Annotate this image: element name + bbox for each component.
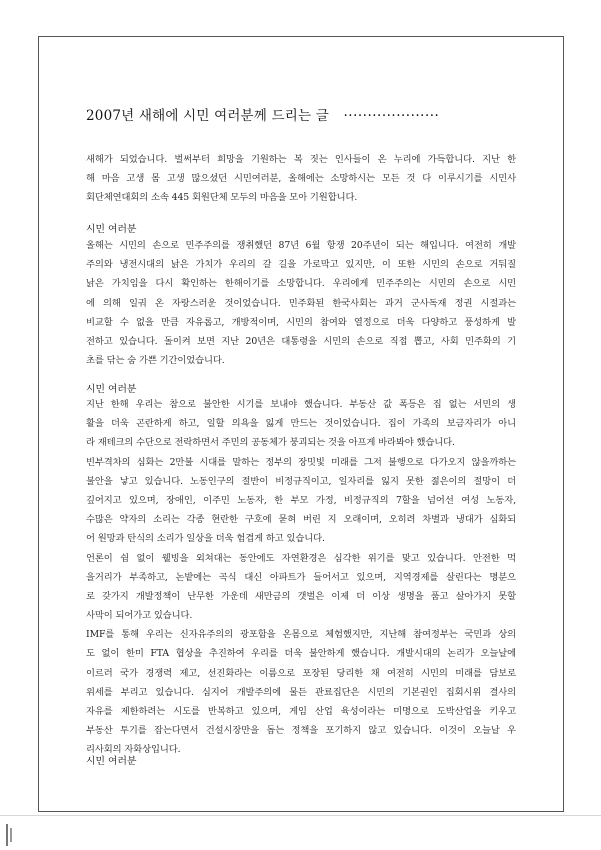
page-bottom-edge [0, 815, 601, 850]
section-1-paragraph [86, 236, 516, 370]
section-heading-1: 시민 여러분 [86, 224, 137, 235]
paragraph-line: 에 의해 일궈 온 자랑스러운 것이었습니다. 민주화된 한국사회는 과거 군사독재 정권 시절과는 [86, 297, 516, 309]
paragraph-line: 지난 한해 우리는 참으로 불안한 시기를 보내야 했습니다. 부동산 값 폭등은 집 없는 서민의 생 [86, 399, 516, 410]
paragraph-line: IMF를 통해 우리는 신자유주의의 광포함을 온몸으로 체험했지만, 지난해 참여정부는 국민과 상의 [86, 629, 516, 641]
intro-line: 회단체연대회의 소속 445 회원단체 모두의 마음을 모아 기원합니다. [86, 192, 358, 204]
paragraph-line: 올해는 시민의 손으로 민주주의를 쟁취했던 87년 6월 항쟁 20주년이 되는 해입니다. 여전히 개발 [86, 240, 516, 251]
paragraph-line: 이르러 국가 경쟁력 제고, 선진화라는 이름으로 포장된 당리한 채 여전히 시민의 미래를 담보로 [86, 667, 516, 679]
paragraph-line: 활을 더욱 곤란하게 하고, 일할 의욕을 잃게 만드는 것이었습니다. 집이 가족의 보금자리가 아니 [86, 418, 516, 430]
paragraph-line: 언론이 쉼 없이 웰빙을 외쳐대는 동안에도 자연환경은 심각한 위기를 맞고 있습니다. 안전한 먹 [86, 552, 516, 564]
paragraph-line: 어 원망과 탄식의 소리가 일상을 더욱 험겹게 하고 있습니다. [86, 533, 325, 545]
section-2-paragraph [86, 395, 516, 760]
scan-mark [6, 824, 8, 846]
title-text: 2007년 새해에 시민 여러분께 드리는 글 [86, 108, 329, 124]
intro-paragraph [86, 150, 516, 208]
paragraph-line: 깊어지고 있으며, 장애인, 이주민 노동자, 한 부모 가정, 비정규직의 7할을 넘어선 여성 노동자, [86, 494, 516, 506]
paragraph-line: 초를 닦는 숨 가쁜 기간이었습니다. [86, 355, 225, 367]
paragraph-line: 로 갖가지 개발정책이 난무한 가운데 새만금의 갯벌은 이제 더 이상 생명을 품고 살아가지 못할 [86, 590, 516, 602]
paragraph-line: 도 없이 한미 FTA 협상을 추진하여 우리를 더욱 불안하게 했습니다. 개발시대의 논리가 오늘날에 [86, 648, 516, 660]
paragraph-line: 부동산 투기를 잡는다면서 건설시장만을 돕는 정책을 포기하지 않고 있습니다. 이것이 오늘날 우 [86, 725, 516, 737]
paragraph-line: 위세를 부리고 있습니다. 심지어 개발주의에 물든 관료집단은 시민의 기본권인 집회시위 결사의 [86, 686, 516, 698]
paragraph-line: 낡은 가치임을 다시 확인하는 한해이기를 소망합니다. 우리에게 민주주의는 시민의 손으로 시민 [86, 278, 516, 290]
section-heading-2: 시민 여러분 [86, 384, 137, 395]
title-leader-dots: ···················· [343, 108, 440, 124]
paragraph-line: 빈부격차의 심화는 2만불 시대를 말하는 정부의 장밋빛 미래를 그저 불행으로 다가오지 않을까하는 [86, 456, 516, 468]
paragraph-line: 을거리가 부족하고, 논밭에는 곡식 대신 아파트가 들어서고 있으며, 지역경제를 살린다는 명분으 [86, 571, 516, 583]
intro-line: 새해가 되었습니다. 벌써부터 희망을 기원하는 복 짓는 인사들이 온 누리에 가득합니다. 지난 한 [86, 154, 516, 165]
paragraph-line: 리사회의 자화상입니다. [86, 744, 181, 756]
intro-line: 해 마음 고생 몸 고생 많으셨던 시민여러분, 올해에는 소망하시는 모든 것 다 이루시기를 시민사 [86, 173, 516, 185]
paragraph-line: 비교할 수 없을 만큼 자유롭고, 개방적이며, 시민의 참여와 열정으로 더욱 다양하고 풍성하게 발 [86, 316, 516, 328]
paragraph-line: 수많은 약자의 소리는 각종 현란한 구호에 묻혀 버린 지 오래이며, 오히려 차별과 냉대가 심화되 [86, 514, 516, 526]
paragraph-line: 주의와 냉전시대의 낡은 가치가 우리의 갈 길을 가로막고 있지만, 이 또한 시민의 손으로 거둬질 [86, 259, 516, 271]
section-heading-3: 시민 여러분 [86, 756, 137, 767]
paragraph-line: 자유를 제한하려는 시도를 반복하고 있으며, 게임 산업 육성이라는 미명으로 도박산업을 키우고 [86, 706, 516, 717]
paragraph-line: 전하고 있습니다. 돌이켜 보면 지난 20년은 대통령을 시민의 손으로 직접 뽑고, 사회 민주화의 기 [86, 335, 516, 347]
paragraph-line: 라 재테크의 수단으로 전락하면서 주민의 공동체가 붕괴되는 것을 아프게 바라봐야 했습니다. [86, 437, 455, 449]
paragraph-line: 불안을 낳고 있습니다. 노동인구의 절반이 비정규직이고, 일자리를 잃지 못한 젊은이의 절망이 더 [86, 475, 516, 487]
document-title [86, 104, 516, 124]
scan-mark [10, 828, 12, 842]
paragraph-line: 사막이 되어가고 있습니다. [86, 610, 193, 622]
